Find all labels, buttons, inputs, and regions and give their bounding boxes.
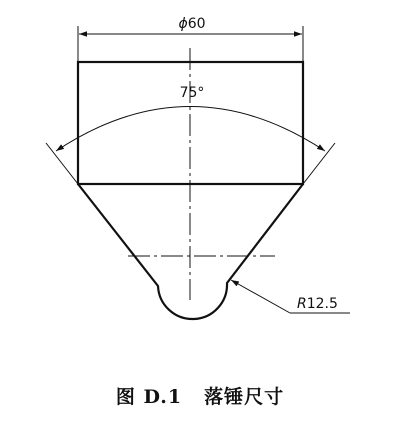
angle-extension-right bbox=[303, 143, 335, 184]
angle-label: 75° bbox=[179, 85, 205, 101]
figure-caption bbox=[0, 382, 400, 409]
radius-leader-line bbox=[231, 280, 290, 313]
figure-title: 落锤尺寸 bbox=[204, 386, 285, 408]
angle-extension-left bbox=[46, 143, 78, 184]
figure-number: 图 D.1 bbox=[115, 386, 183, 408]
radius-label: R12.5 bbox=[297, 296, 338, 312]
diameter-label: ϕ60 bbox=[178, 16, 206, 32]
